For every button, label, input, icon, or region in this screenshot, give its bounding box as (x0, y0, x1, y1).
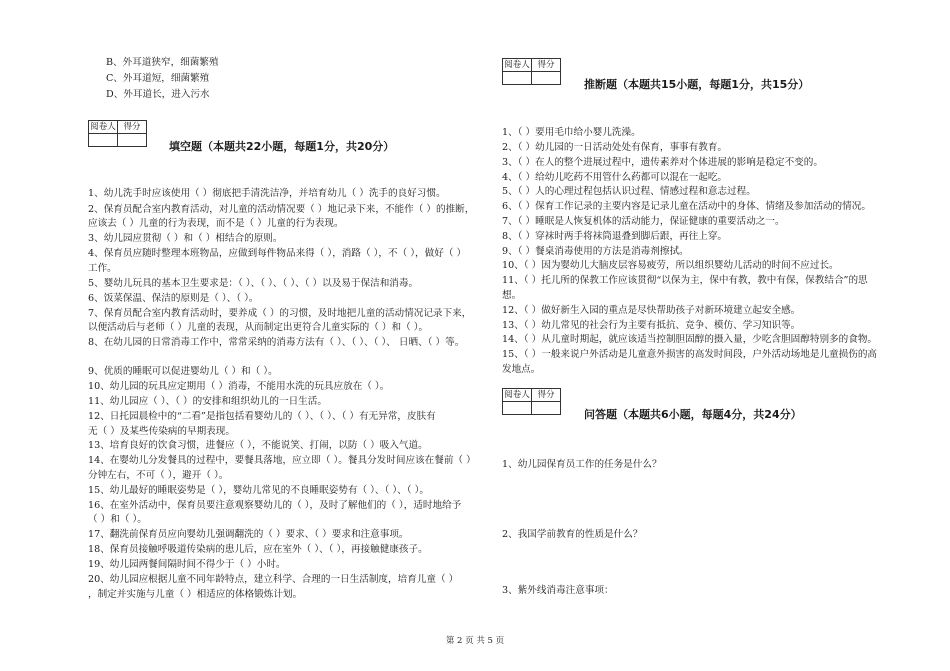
list-item: 10、幼儿园的玩具应定期用（ ）消毒，不能用水洗的玩具应放在（ ）。 (88, 381, 390, 392)
list-item: 4、（ ）给幼儿吃药不用管什么药都可以混在一起吃。 (502, 172, 728, 183)
page-footer: 第 2 页 共 5 页 (445, 636, 505, 646)
list-item: 发地点。 (502, 364, 541, 375)
reviewer-cell (503, 402, 532, 415)
list-item: 9、优质的睡眠可以促进婴幼儿（ ）和（ ）。 (88, 366, 278, 377)
qa-question: 3、紫外线消毒注意事项： (502, 585, 614, 596)
list-item: （ ）和（ ）。 (88, 514, 147, 525)
list-item: 想。 (502, 290, 522, 301)
reviewer-cell (89, 134, 118, 147)
list-item: 7、保育员配合室内教育活动时，要养成（ ）的习惯，及时地把儿童的活动情况记录下来， (88, 308, 472, 319)
option-b: B、外耳道狭窄，细菌繁殖 (106, 57, 219, 68)
list-item: 1、幼儿洗手时应该使用（ ）彻底把手清洗洁净，并培育幼儿（ ）洗手的良好习惯。 (88, 188, 446, 199)
list-item: 8、在幼儿园的日常消毒工作中，常常采纳的消毒方法有（ ）、（ ）、（ ）、 日晒、（ ）等。 (88, 337, 465, 348)
list-item: 无（ ）及某些传染病的早期表现。 (88, 426, 235, 437)
list-item: 5、婴幼儿玩具的基本卫生要求是：（ ）、（ ）、（ ）、（ ）以及易于保洁和消毒。 (88, 278, 419, 289)
list-item: 应该去（ ）儿童的行为表现，而不是（ ）儿童的行为表现。 (88, 218, 344, 229)
reviewer-cell (503, 72, 532, 85)
reviewer-label: 阅卷人 (90, 122, 116, 132)
list-item: 7、（ ）睡眠是人恢复机体的活动能力，保证健康的重要活动之一。 (502, 216, 785, 227)
list-item: 15、（ ）一般来说户外活动是儿童意外损害的高发时间段，户外活动场地是儿童损伤的高 (502, 349, 878, 360)
list-item: 13、（ ）幼儿常见的社会行为主要有抵抗、竞争、模仿、学习知识等。 (502, 320, 801, 331)
list-item: ，制定并实施与儿童（ ）相适应的体格锻炼计划。 (88, 589, 303, 600)
score-label: 得分 (532, 59, 561, 72)
judge-section-title: 推断题（本题共15小题，每题1分，共15分） (584, 78, 810, 91)
option-d: D、外耳道长，进入污水 (106, 89, 210, 100)
list-item: 13、培育良好的饮食习惯，进餐应（ ），不能说笑、打闹，以防（ ）吸入气道。 (88, 440, 428, 451)
list-item: 18、保育员接触呼吸道传染病的患儿后，应在室外（ ）、（ ），再接触健康孩子。 (88, 544, 428, 555)
score-cell (532, 402, 561, 415)
list-item: 14、在婴幼儿分发餐具的过程中，要餐具落地，应立即（ ）。餐具分发时间应该在餐前（ ） (88, 455, 476, 466)
list-item: 4、保育员应随时整理本班物品，应做到每件物品来得（ ），消路（ ），不（ ），做好（ ） (88, 248, 467, 259)
score-box-qa (502, 388, 561, 415)
list-item: 6、饭菜保温、保洁的原则是（ ）、（ ）。 (88, 293, 259, 304)
score-box-fill (88, 120, 147, 147)
list-item: 分钟左右，不可（ ），避开（ ）。 (88, 470, 229, 481)
list-item: 8、（ ）穿袜时两手将袜筒退叠到脚后跟，再往上穿。 (502, 231, 728, 242)
score-label: 得分 (532, 389, 561, 402)
fill-section-title: 填空题（本题共22小题，每题1分，共20分） (169, 140, 395, 153)
list-item: 以便活动后与老师（ ）儿童的表现，从而制定出更符合儿童实际的（ ）和（ ）。 (88, 322, 429, 333)
list-item: 11、幼儿园应（ ）、（ ）的安排和组织幼儿的一日生活。 (88, 396, 327, 407)
reviewer-label: 阅卷人 (504, 390, 530, 400)
option-c: C、外耳道短，细菌繁殖 (106, 73, 210, 84)
list-item: 6、（ ）保育工作记录的主要内容是记录儿童在活动中的身体、情绪及参加活动的情况。 (502, 201, 871, 212)
qa-question: 2、我国学前教育的性质是什么？ (502, 529, 643, 540)
list-item: 16、在室外活动中，保育员要注意观察婴幼儿的（ ），及时了解他们的（ ），适时地给予 (88, 500, 462, 511)
list-item: 20、幼儿园应根据儿童不同年龄特点，建立科学、合理的一日生活制度，培育儿童（ ） (88, 574, 459, 585)
list-item: 5、（ ）人的心理过程包括认识过程、情感过程和意志过程。 (502, 186, 756, 197)
score-box-judge (502, 58, 561, 85)
list-item: 工作。 (88, 263, 117, 274)
list-item: 10、（ ）因为婴幼儿大脑皮层容易疲劳，所以组织婴幼儿活动的时间不应过长。 (502, 260, 839, 271)
score-cell (118, 134, 147, 147)
list-item: 3、幼儿园应贯彻（ ）和（ ）相结合的原则。 (88, 233, 283, 244)
list-item: 1、（ ）要用毛巾给小婴儿洗澡。 (502, 127, 641, 138)
list-item: 9、（ ）餐桌消毒使用的方法是消毒剂擦拭。 (502, 246, 689, 257)
list-item: 3、（ ）在人的整个进展过程中，遗传素养对个体进展的影响是稳定不变的。 (502, 157, 823, 168)
score-cell (532, 72, 561, 85)
list-item: 14、（ ）从儿童时期起，就应该适当控制胆固醇的摄入量，少吃含胆固醇特别多的食物。 (502, 334, 878, 345)
list-item: 19、幼儿园两餐间隔时间不得少于（ ）小时。 (88, 559, 286, 570)
list-item: 2、（ ）幼儿园的一日活动处处有保育，事事有教育。 (502, 142, 728, 153)
list-item: 17、翻洗前保育员应向婴幼儿强调翻洗的（ ）要求、（ ）要求和注意事项。 (88, 529, 409, 540)
score-label: 得分 (118, 121, 147, 134)
list-item: 11、（ ）托儿所的保教工作应该贯彻“以保为主，保中有教，教中有保，保教结合”的思 (502, 275, 868, 286)
list-item: 2、保育员配合室内教育活动，对儿童的活动情况要（ ）地记录下来，不能作（ ）的推断， (88, 204, 475, 215)
qa-question: 1、幼儿园保育员工作的任务是什么？ (502, 459, 662, 470)
list-item: 12、日托园晨检中的“二看”是指包括看婴幼儿的（ ）、（ ）、（ ）有无异常，皮肤有 (88, 411, 436, 422)
qa-section-title: 问答题（本题共6小题，每题4分，共24分） (584, 408, 802, 421)
reviewer-label: 阅卷人 (504, 60, 530, 70)
list-item: 15、幼儿最好的睡眠姿势是（ ），婴幼儿常见的不良睡眠姿势有（ ）、（ ）、（ ）。 (88, 485, 429, 496)
list-item: 12、（ ）做好新生入园的重点是尽快帮助孩子对新环境建立起安全感。 (502, 305, 801, 316)
